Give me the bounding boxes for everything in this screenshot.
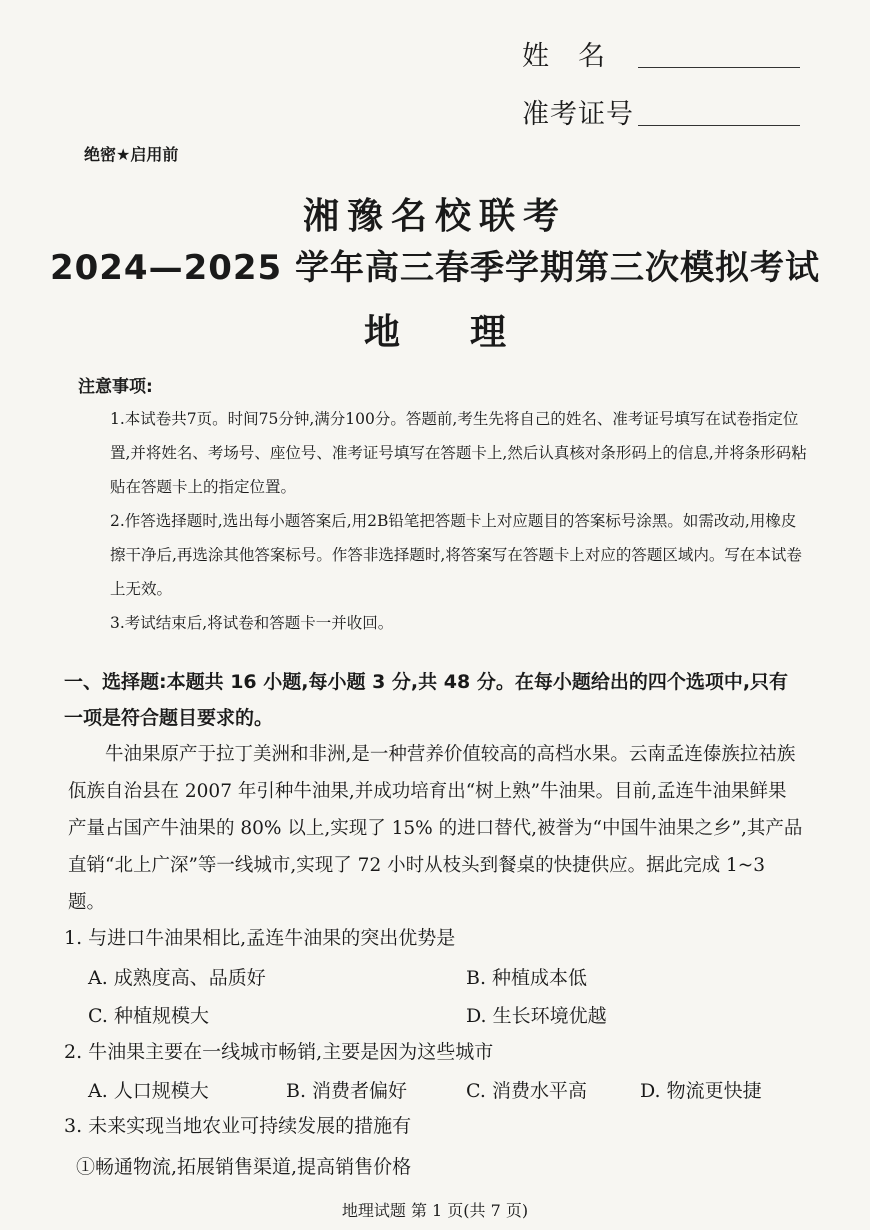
subject-title: 地理: [363, 312, 576, 353]
notice-item-3: 3.考试结束后,将试卷和答题卡一并收回。: [110, 614, 394, 632]
exam-number-label: 准考证号: [522, 99, 634, 130]
question-2-stem: 2. 牛油果主要在一线城市畅销,主要是因为这些城市: [64, 1041, 494, 1063]
question-1-stem: 1. 与进口牛油果相比,孟连牛油果的突出优势是: [64, 927, 456, 949]
question-1-option-b[interactable]: B. 种植成本低: [466, 967, 588, 989]
name-field[interactable]: [638, 66, 800, 68]
passage: 牛油果原产于拉丁美洲和非洲,是一种营养价值较高的高档水果。云南孟连傣族拉祜族佤族自治县在 2007 年引种牛油果,并成功培育出“树上熟”牛油果。目前,孟连牛油果鲜果产量占国产牛油果的 80% 以上,实现了 15% 的进口替代,被誉为“中国牛油果之乡”,其产品直销“北上广深”等一线城市,实现了 72 小时从枝头到餐桌的快捷供应。据此完成 1~3 题。: [68, 744, 803, 913]
exam-number-field[interactable]: [638, 124, 800, 126]
question-1-option-d[interactable]: D. 生长环境优越: [466, 1005, 607, 1027]
question-2-option-a[interactable]: A. 人口规模大: [88, 1080, 209, 1102]
question-3-item-1: ①畅通物流,拓展销售渠道,提高销售价格: [76, 1156, 412, 1178]
page-footer: 地理试题 第 1 页(共 7 页): [341, 1201, 529, 1220]
question-2-option-c[interactable]: C. 消费水平高: [466, 1080, 587, 1102]
question-3-stem: 3. 未来实现当地农业可持续发展的措施有: [64, 1115, 412, 1137]
notice-item-2: 2.作答选择题时,选出每小题答案后,用2B铅笔把答题卡上对应题目的答案标号涂黑。如需改动,用橡皮擦干净后,再选涂其他答案标号。作答非选择题时,将答案写在答题卡上对应的答题区域内。写在本试卷上无效。: [110, 512, 802, 598]
question-1-option-a[interactable]: A. 成熟度高、品质好: [88, 967, 266, 989]
name-label: 姓 名: [522, 41, 606, 72]
question-1-option-c[interactable]: C. 种植规模大: [88, 1005, 209, 1027]
notice-item-1: 1.本试卷共7页。时间75分钟,满分100分。答题前,考生先将自己的姓名、准考证号填写在试卷指定位置,并将姓名、考场号、座位号、准考证号填写在答题卡上,然后认真核对条形码上的信息,并将条形码粘贴在答题卡上的指定位置。: [110, 410, 807, 496]
exam-organizer-title: 湘豫名校联考: [302, 196, 567, 237]
secret-mark: 绝密★启用前: [84, 145, 179, 164]
question-2-option-d[interactable]: D. 物流更快捷: [640, 1080, 762, 1102]
section-heading: 一、选择题:本题共 16 小题,每小题 3 分,共 48 分。在每小题给出的四个选项中,只有一项是符合题目要求的。: [64, 671, 789, 729]
question-2-option-b[interactable]: B. 消费者偏好: [286, 1080, 408, 1102]
notice-heading: 注意事项:: [78, 377, 153, 397]
exam-title: 2024—2025 学年高三春季学期第三次模拟考试: [49, 248, 821, 288]
